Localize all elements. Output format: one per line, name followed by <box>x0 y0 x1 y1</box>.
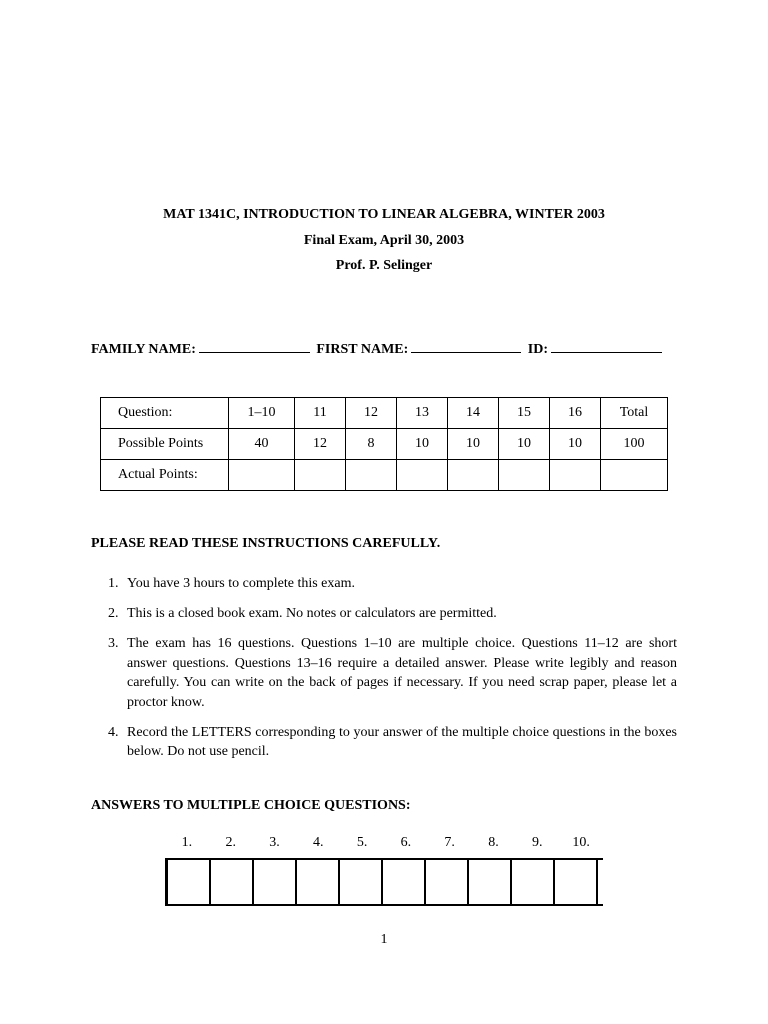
points-table <box>100 397 668 491</box>
list-item <box>91 634 677 712</box>
table-cell: 12 <box>295 429 346 460</box>
name-fields <box>91 340 665 358</box>
first-name-label: FIRST NAME: <box>316 342 409 357</box>
answer-label: 6. <box>400 835 412 850</box>
points-entry-cell[interactable] <box>601 460 668 491</box>
id-blank[interactable] <box>551 340 662 353</box>
table-cell: Total <box>601 398 668 429</box>
answer-label: 5. <box>356 835 368 850</box>
item-number: 4. <box>108 724 119 740</box>
answer-box[interactable] <box>254 860 297 904</box>
table-cell: 14 <box>448 398 499 429</box>
id-label: ID: <box>527 342 549 357</box>
table-cell: 15 <box>499 398 550 429</box>
answer-label: 1. <box>181 835 193 850</box>
course-title: MAT 1341C, INTRODUCTION TO LINEAR ALGEBRA, WINTER 2003 <box>163 207 605 222</box>
answer-box[interactable] <box>340 860 383 904</box>
table-row <box>101 398 668 429</box>
points-entry-cell[interactable] <box>295 460 346 491</box>
page-number: 1 <box>380 932 388 947</box>
table-cell: 40 <box>229 429 295 460</box>
item-text: This is a closed book exam. No notes or calculators are permitted. <box>127 606 497 621</box>
points-entry-cell[interactable] <box>499 460 550 491</box>
answer-label: 10. <box>572 835 590 850</box>
answer-box[interactable] <box>512 860 555 904</box>
answer-label: 8. <box>488 835 499 850</box>
answer-label: 3. <box>269 835 280 850</box>
answer-box[interactable] <box>383 860 426 904</box>
answer-box[interactable] <box>167 860 211 904</box>
family-name-label: FAMILY NAME: <box>91 342 196 357</box>
answer-label: 2. <box>225 835 236 850</box>
table-cell: 10 <box>550 429 601 460</box>
answer-grid <box>165 835 603 906</box>
table-row <box>101 429 668 460</box>
item-text: The exam has 16 questions. Questions 1–10 are multiple choice. Questions 11–12 are short answer questions. Questions 13–16 require a detailed answer. Please write legibly and reason carefully. You can write on the back of pages if necessary. If you need scrap paper, please let a proctor know. <box>127 636 677 710</box>
points-entry-cell[interactable] <box>346 460 397 491</box>
answer-boxes <box>165 858 603 906</box>
answer-box[interactable] <box>469 860 512 904</box>
table-cell: Possible Points <box>101 429 229 460</box>
table-cell: 13 <box>397 398 448 429</box>
answer-box[interactable] <box>555 860 598 904</box>
answer-labels <box>165 835 603 855</box>
list-item <box>91 723 677 762</box>
table-cell: 10 <box>499 429 550 460</box>
table-cell: Actual Points: <box>101 460 229 491</box>
first-name-blank[interactable] <box>411 340 521 353</box>
table-cell: 16 <box>550 398 601 429</box>
points-entry-cell[interactable] <box>448 460 499 491</box>
answer-label: 7. <box>444 835 455 850</box>
answer-label: 4. <box>313 835 324 850</box>
item-number: 1. <box>108 576 119 591</box>
table-cell: 8 <box>346 429 397 460</box>
instructions-title: PLEASE READ THESE INSTRUCTIONS CAREFULLY. <box>91 536 441 551</box>
points-entry-cell[interactable] <box>229 460 295 491</box>
item-text: Record the LETTERS corresponding to your answer of the multiple choice questions in the boxes below. Do not use pencil. <box>127 724 677 759</box>
list-item <box>91 604 677 624</box>
table-row <box>101 460 668 491</box>
answer-box[interactable] <box>211 860 254 904</box>
table-cell: 10 <box>448 429 499 460</box>
table-cell: 11 <box>295 398 346 429</box>
exam-header <box>0 202 768 279</box>
family-name-blank[interactable] <box>199 340 310 353</box>
item-text: You have 3 hours to complete this exam. <box>127 576 355 591</box>
table-cell: Question: <box>101 398 229 429</box>
item-number: 2. <box>108 606 119 621</box>
table-cell: 1–10 <box>229 398 295 429</box>
table-cell: 10 <box>397 429 448 460</box>
answers-title: ANSWERS TO MULTIPLE CHOICE QUESTIONS: <box>91 798 411 813</box>
points-entry-cell[interactable] <box>397 460 448 491</box>
table-cell: 12 <box>346 398 397 429</box>
answer-label: 9. <box>532 835 543 850</box>
professor-name: Prof. P. Selinger <box>335 258 433 273</box>
answer-box[interactable] <box>297 860 340 904</box>
table-cell: 100 <box>601 429 668 460</box>
exam-title: Final Exam, April 30, 2003 <box>303 232 465 248</box>
answer-box[interactable] <box>426 860 469 904</box>
points-entry-cell[interactable] <box>550 460 601 491</box>
instructions-list <box>91 574 677 772</box>
list-item <box>91 574 677 594</box>
item-number: 3. <box>108 636 119 651</box>
